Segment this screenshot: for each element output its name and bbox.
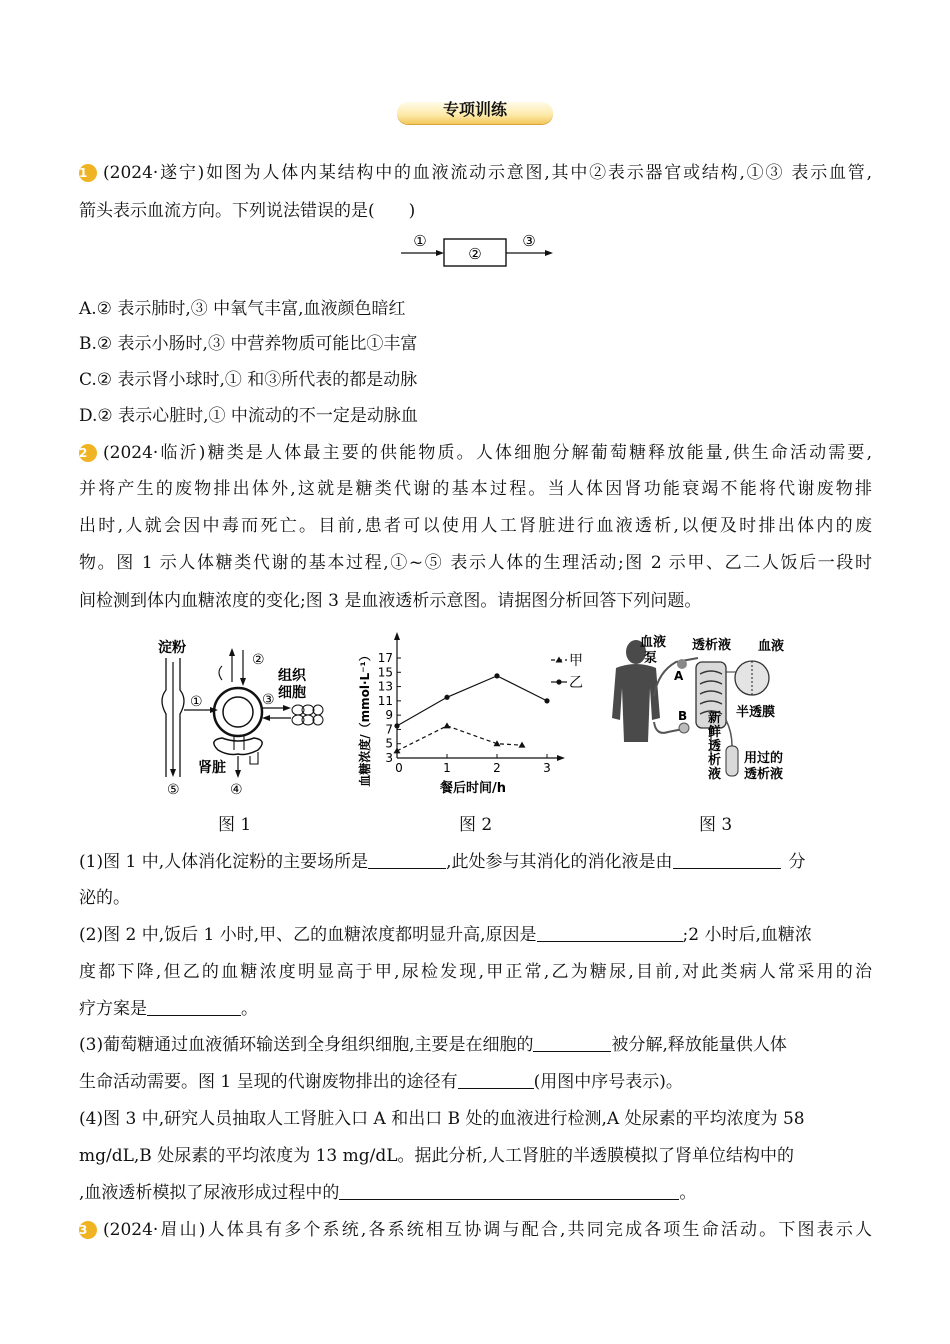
q2-sub3-text-c: 生命活动需要。图 1 呈现的代谢废物排出的途径有 <box>79 1072 458 1092</box>
y-axis-arrow <box>394 632 400 640</box>
fig1-tissue-cells <box>292 705 323 725</box>
fig1-gut-right-wall <box>180 658 184 777</box>
q2-sub2-blank-1[interactable] <box>537 924 683 942</box>
fig1-label-2: ② <box>252 652 265 668</box>
y-tick-label-7: 17 <box>377 651 393 665</box>
fig3-fresh-char-2: 鲜 <box>708 725 722 740</box>
q2-sub4-line-1: (4)图 3 中,研究人员抽取人工肾脏入口 A 和出口 B 处的血液进行检测,A 处尿素的平均浓度为 58 <box>79 1109 805 1129</box>
series-1-point-3 <box>544 698 549 703</box>
x-axis-arrow <box>557 755 565 761</box>
q2-stem-line-5: 间检测到体内血糖浓度的变化;图 3 是血液透析示意图。请据图分析回答下列问题。 <box>79 591 702 611</box>
fig1-gut-left-wall <box>162 658 166 777</box>
fig3-blood-pump <box>677 659 687 669</box>
x-tick-label-0: 0 <box>395 761 403 775</box>
fig3-fresh-char-3: 透 <box>708 739 722 754</box>
fig3-used-dialysate-bottle <box>726 746 738 776</box>
fig3-membrane-label: 半透膜 <box>736 705 776 720</box>
fig1-starch-label: 淀粉 <box>158 640 186 656</box>
q2-sub1-line-1 <box>79 851 872 873</box>
q2-sub1-text-a: (1)图 1 中,人体消化淀粉的主要场所是 <box>79 852 369 872</box>
q2-sub3-line-2 <box>79 1071 872 1093</box>
fig3-fresh-char-1: 新 <box>708 711 722 726</box>
figure-2-blood-sugar-chart <box>355 628 595 798</box>
fig1-label-1: ① <box>190 694 203 710</box>
fig1-label-4: ④ <box>230 782 243 797</box>
q2-sub3-line-1 <box>79 1034 872 1056</box>
y-tick-label-0: 3 <box>385 751 393 765</box>
y-tick-label-4: 11 <box>377 693 393 708</box>
figure-1-caption: 图 1 <box>218 815 252 835</box>
series-1-point-0 <box>394 723 399 728</box>
q2-sub1-blank-1[interactable] <box>368 851 446 869</box>
legend-label-0: 甲 <box>569 653 583 669</box>
q2-sub1-blank-2[interactable] <box>673 851 781 869</box>
question-number-badge: 1 <box>79 164 97 182</box>
q3-stem-text-1: (2024·眉山)人体具有多个系统,各系统相互协调与配合,共同完成各项生命活动。下图表示人 <box>103 1220 872 1240</box>
q2-stem-line-3: 出时,人就会因中毒而死亡。目前,患者可以使用人工肾脏进行血液透析,以便及时排出体内的废 <box>79 516 872 536</box>
q2-sub1-text-b: ,此处参与其消化的消化液是由 <box>446 852 673 872</box>
fig1-tissue-label-2: 细胞 <box>278 685 306 701</box>
x-axis-label: 餐后时间/h <box>439 781 507 796</box>
q2-sub3-text-d: (用图中序号表示)。 <box>533 1072 683 1092</box>
x-tick-label-1: 1 <box>443 761 451 775</box>
y-tick-label-2: 7 <box>385 722 393 737</box>
fig1-circulation-loop-inner <box>223 697 253 727</box>
q2-sub4-line-2: mg/dL,B 处尿素的平均浓度为 13 mg/dL。据此分析,人工肾脏的半透膜模拟了肾单位结构中的 <box>79 1146 794 1166</box>
legend-label-1: 乙 <box>569 675 583 691</box>
q1-stem-line-1 <box>79 162 872 184</box>
series-0-point-1 <box>444 722 451 728</box>
fig3-used-label-1: 用过的 <box>744 751 784 766</box>
legend-marker-1 <box>556 679 561 684</box>
fig1-tissue-label-1: 组织 <box>278 668 306 684</box>
y-tick-label-5: 13 <box>377 679 393 694</box>
q1-option-d[interactable]: D.② 表示心脏时,① 中流动的不一定是动脉血 <box>79 406 418 426</box>
q2-stem-line-4: 物。图 1 示人体糖类代谢的基本过程,①~⑤ 表示人体的生理活动;图 2 示甲、乙二人饭后一段时 <box>79 553 872 573</box>
q2-stem-line-1 <box>79 442 872 464</box>
q1-flow-diagram <box>398 228 558 268</box>
fig1-circulation-loop-outer <box>214 688 262 736</box>
q1-option-a[interactable]: A.② 表示肺时,③ 中氧气丰富,血液颜色暗红 <box>79 299 406 319</box>
series-1-point-1 <box>444 695 449 700</box>
q2-sub3-blank-1[interactable] <box>533 1034 611 1052</box>
q1-stem-text-1: (2024·遂宁)如图为人体内某结构中的血液流动示意图,其中②表示器官或结构,①③ 表示血管, <box>103 163 872 183</box>
series-1-point-2 <box>494 673 499 678</box>
series-0-point-0 <box>394 747 401 753</box>
y-tick-label-3: 9 <box>385 708 393 723</box>
fig3-blood-label: 血液 <box>758 639 785 654</box>
series-0-point-3 <box>519 742 526 748</box>
organ-label: ② <box>468 245 482 263</box>
question-number-badge: 2 <box>79 444 97 462</box>
q2-stem-line-2: 并将产生的废物排出体外,这就是糖类代谢的基本过程。当人体因肾功能衰竭不能将代谢废物排 <box>79 479 872 499</box>
fig3-dialysate-label: 透析液 <box>692 638 732 653</box>
q1-option-b[interactable]: B.② 表示小肠时,③ 中营养物质可能比①丰富 <box>79 334 418 354</box>
fig3-pump-label-2: 泵 <box>644 651 658 666</box>
q1-option-c[interactable]: C.② 表示肾小球时,① 和③所代表的都是动脉 <box>79 370 418 390</box>
q2-sub4-line-3 <box>79 1182 872 1204</box>
section-title: 专项训练 <box>442 100 507 119</box>
q2-sub1-line-2: 泌的。 <box>79 888 130 908</box>
fig3-pump-label-1: 血液 <box>640 635 667 650</box>
vessel-3-label: ③ <box>522 232 536 250</box>
q2-sub4-text-c: ,血液透析模拟了尿液形成过程中的 <box>79 1183 340 1203</box>
fig3-fresh-char-5: 液 <box>708 767 722 782</box>
q2-sub2-text-a: (2)图 2 中,饭后 1 小时,甲、乙的血糖浓度都明显升高,原因是 <box>79 925 537 945</box>
figure-1-metabolism <box>150 632 325 797</box>
q2-sub2-line-1 <box>79 924 872 946</box>
fig3-used-label-2: 透析液 <box>744 767 784 782</box>
q2-sub2-text-e: 。 <box>241 999 258 1019</box>
question-number-badge: 3 <box>79 1221 97 1239</box>
figure-2-caption: 图 2 <box>459 815 493 835</box>
series-line-1 <box>397 676 547 726</box>
q2-sub2-blank-2[interactable] <box>147 998 241 1016</box>
fig1-label-5: ⑤ <box>167 782 180 797</box>
fig1-kidney-label: 肾脏 <box>198 760 226 776</box>
fig1-label-3: ③ <box>262 692 275 708</box>
q2-sub2-text-b: ;2 小时后,血糖浓 <box>682 925 812 945</box>
q2-sub3-blank-2[interactable] <box>458 1071 534 1089</box>
q3-stem-line-1 <box>79 1219 872 1241</box>
q2-sub2-line-3 <box>79 998 872 1020</box>
figure-3-dialysis-diagram <box>598 632 808 792</box>
q2-sub3-text-a: (3)葡萄糖通过血液循环输送到全身组织细胞,主要是在细胞的 <box>79 1035 534 1055</box>
series-line-0 <box>397 726 522 751</box>
q2-sub1-text-c: 分 <box>788 852 806 872</box>
q2-sub4-blank-1[interactable] <box>339 1182 679 1200</box>
q2-stem-text-1: (2024·临沂)糖类是人体最主要的供能物质。人体细胞分解葡萄糖释放能量,供生命活动需要, <box>103 443 872 463</box>
figure-3-caption: 图 3 <box>699 815 733 835</box>
fig3-outlet-b <box>679 723 689 733</box>
y-tick-label-1: 5 <box>385 736 393 751</box>
y-tick-label-6: 15 <box>377 665 393 680</box>
x-tick-label-2: 2 <box>493 761 501 775</box>
q2-sub4-text-d: 。 <box>679 1183 697 1203</box>
q2-sub3-text-b: 被分解,释放能量供人体 <box>611 1035 787 1055</box>
y-axis-label: 血糖浓度/（mmol·L⁻¹） <box>358 649 372 787</box>
vessel-1-label: ① <box>413 232 427 250</box>
section-title-banner <box>397 98 553 124</box>
fig3-outlet-b-label: B <box>678 709 688 723</box>
q2-sub2-line-2: 度都下降,但乙的血糖浓度明显高于甲,尿检发现,甲正常,乙为糖尿,目前,对此类病人常采用的治 <box>79 962 872 982</box>
fig3-inlet-a-label: A <box>674 669 684 683</box>
x-tick-label-3: 3 <box>543 761 551 775</box>
fig3-fresh-char-4: 析 <box>708 753 722 768</box>
q2-sub2-text-d: 疗方案是 <box>79 999 147 1019</box>
q1-stem-line-2: 箭头表示血流方向。下列说法错误的是( ) <box>79 201 416 221</box>
fig1-kidney <box>214 738 262 755</box>
